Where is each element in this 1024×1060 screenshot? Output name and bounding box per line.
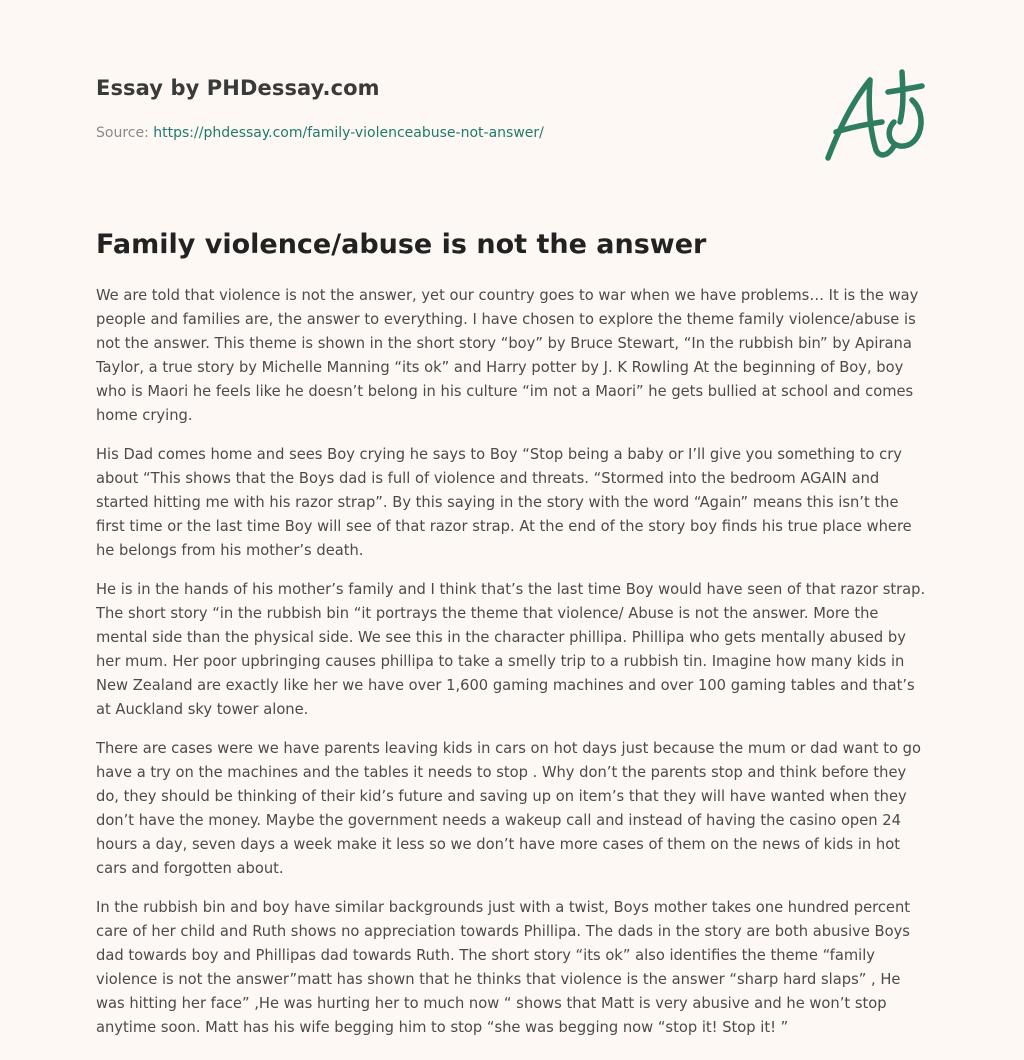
essay-paragraph: He is in the hands of his mother’s family and I think that’s the last time Boy would have seen of that razor strap. The short story “in the rubbish bin “it portrays the theme that violence/ Abuse is not the answer. More the mental side than the physical side. We see this in the character phillipa. Phillipa who gets mentally abused by her mum. Her poor upbringing causes phillipa to take a smelly trip to a rubbish tin. Imagine how many kids in New Zealand are exactly like her we have over 1,600 gaming machines and over 100 gaming tables and that’s at Auckland sky tower alone. [96,581,926,718]
source-line [96,125,544,141]
source-link[interactable]: https://phdessay.com/family-violenceabuse-not-answer/ [153,125,544,141]
essay-paragraph: His Dad comes home and sees Boy crying he says to Boy “Stop being a baby or I’ll give you something to cry about “This shows that the Boys dad is full of violence and threats. “Stormed into the bedroom AGAIN and started hitting me with his razor strap”. By this saying in the story with the word “Again” means this isn’t the first time or the last time Boy will see of that razor strap. At the end of the story boy finds his true place where he belongs from his mother’s death. [96,446,912,559]
source-label: Source: [96,125,154,141]
essay-paragraph: There are cases were we have parents leaving kids in cars on hot days just because the mum or dad want to go have a try on the machines and the tables it needs to stop . Why don’t the parents stop and think before they do, they should be thinking of their kid’s future and saving up on item’s that they will have wanted when they don’t have the money. Maybe the government needs a wakeup call and instead of having the casino open 24 hours a day, seven days a week make it less so we don’t have more cases of them on the news of kids in hot cars and forgotten about. [96,740,921,877]
essay-title: Family violence/abuse is not the answer [96,229,707,260]
a-plus-logo-icon [816,66,932,166]
essay-paragraph: In the rubbish bin and boy have similar backgrounds just with a twist, Boys mother takes one hundred percent care of her child and Ruth shows no appreciation towards Phillipa. The dads in the story are both abusive Boys dad towards boy and Phillipas dad towards Ruth. The short story “its ok” also identifies the theme “family violence is not the answer”matt has shown that he thinks that violence is the answer “sharp hard slaps” , He was hitting her face” ,He was hurting her to much now “ shows that Matt is very abusive and he won’t stop anytime soon. Matt has his wife begging him to stop “she was begging now “stop it! Stop it! ” [96,899,911,1036]
essay-paragraph: We are told that violence is not the answer, yet our country goes to war when we have problems… It is the way people and families are, the answer to everything. I have chosen to explore the theme family violence/abuse is not the answer. This theme is shown in the short story “boy” by Bruce Stewart, “In the rubbish bin” by Apirana Taylor, a true story by Michelle Manning “its ok” and Harry potter by J. K Rowling At the beginning of Boy, boy who is Maori he feels like he doesn’t belong in his culture “im not a Maori” he gets bullied at school and comes home crying. [96,287,919,424]
site-brand: Essay by PHDessay.com [96,76,380,100]
essay-body [96,284,930,1055]
